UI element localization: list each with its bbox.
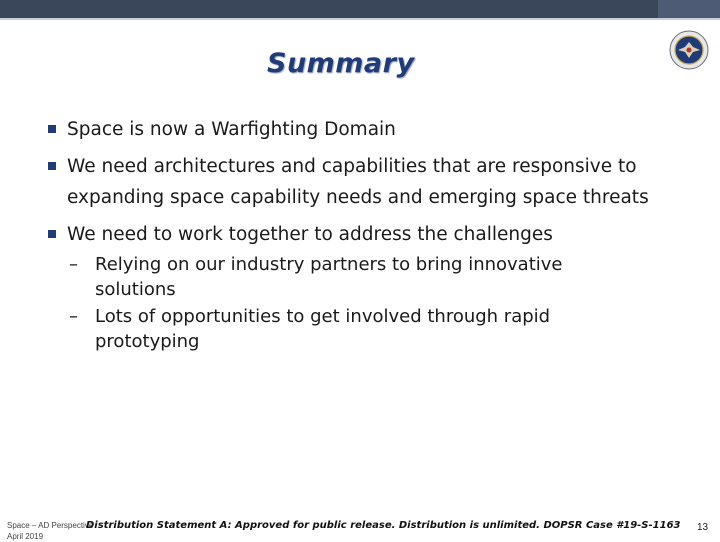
distribution-statement: Distribution Statement A: Approved for public release. Distribution is unlimited. DOPSR Case #19-S-1163 <box>86 520 681 531</box>
footer-presentation-title: Space – AD Perspective <box>7 521 94 530</box>
footer-source <box>7 520 93 542</box>
bullet-item-3 <box>48 219 688 250</box>
sub-bullet-text: Relying on our industry partners to bring innovative solutions <box>95 254 563 300</box>
footer-date: April 2019 <box>7 532 44 541</box>
bullet-list <box>48 114 688 356</box>
dod-seal-icon <box>669 30 709 70</box>
top-banner-line <box>0 18 720 20</box>
dash-marker: – <box>69 306 78 327</box>
sub-bullet-list <box>48 252 688 354</box>
square-bullet-icon <box>48 125 56 133</box>
bullet-text: We need architectures and capabilities that are responsive to expanding space capability needs and emerging space threats <box>67 156 649 208</box>
bullet-item-1 <box>48 114 688 145</box>
square-bullet-icon <box>48 162 56 170</box>
sub-bullet-item-1 <box>48 252 635 302</box>
slide-title: Summary <box>267 48 415 79</box>
sub-bullet-item-2 <box>48 304 635 354</box>
bullet-text: Space is now a Warfighting Domain <box>67 119 396 140</box>
page-number: 13 <box>697 522 709 533</box>
bullet-item-2 <box>48 151 688 213</box>
bullet-text: We need to work together to address the challenges <box>67 224 553 245</box>
dash-marker: – <box>69 254 78 275</box>
top-banner <box>0 0 720 18</box>
square-bullet-icon <box>48 230 56 238</box>
sub-bullet-text: Lots of opportunities to get involved through rapid prototyping <box>95 306 551 352</box>
top-banner-accent <box>658 0 720 18</box>
